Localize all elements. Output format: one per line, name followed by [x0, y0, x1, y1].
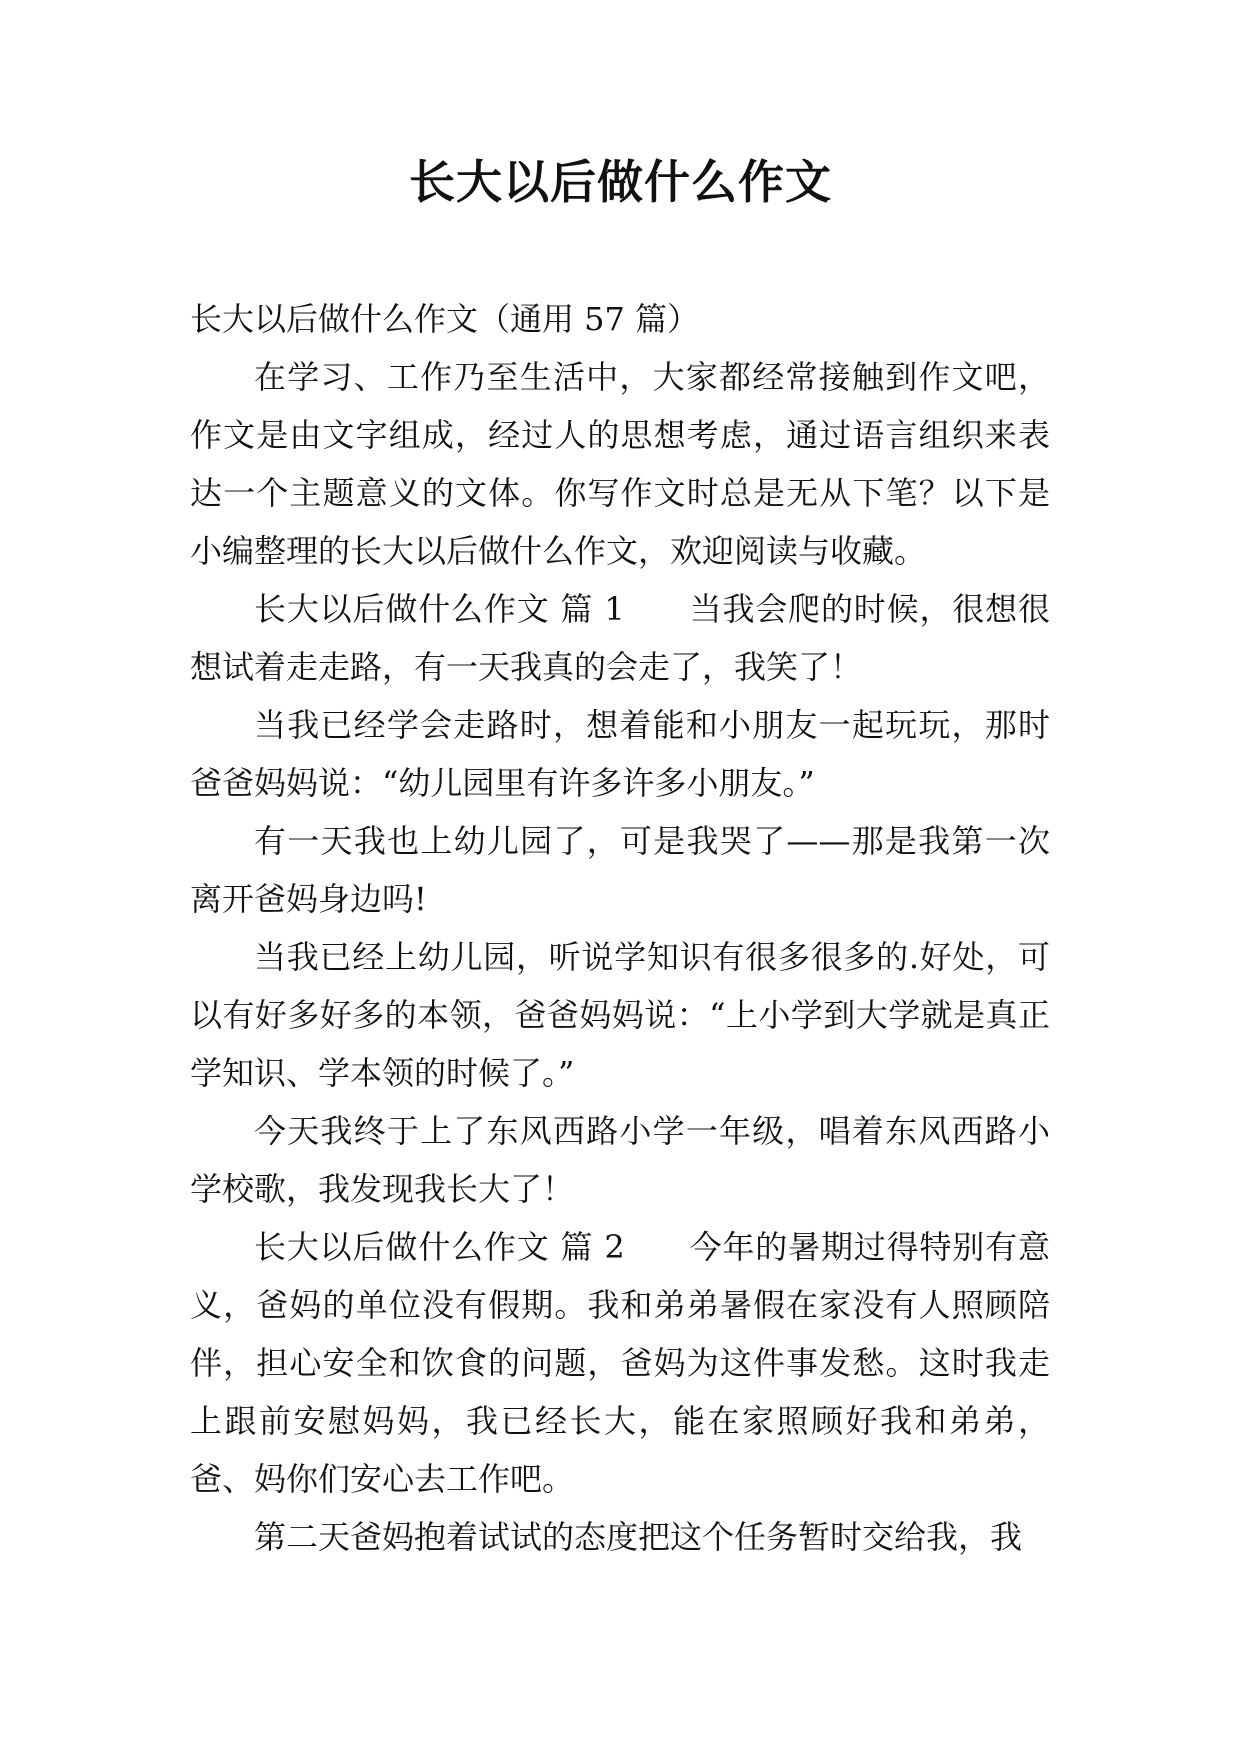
essay-1-heading: 长大以后做什么作文 篇 1	[254, 590, 625, 628]
essay-1-first-text: 当我会爬的时候，很想很想试着走走路，有一天我真的会走了，我笑了！	[190, 590, 1050, 686]
document-subtitle: 长大以后做什么作文（通用 57 篇）	[190, 300, 700, 338]
document-title: 长大以后做什么作文	[409, 155, 832, 209]
essay-2-heading: 长大以后做什么作文 篇 2	[254, 1228, 625, 1266]
intro-paragraph: 在学习、工作乃至生活中，大家都经常接触到作文吧，作文是由文字组成，经过人的思想考虑，通过语言组织来表达一个主题意义的文体。你写作文时总是无从下笔？以下是小编整理的长大以后做什么作文，欢迎阅读与收藏。	[190, 358, 1050, 570]
essay-2-first-paragraph	[190, 1218, 1050, 1508]
essay-2-first-text: 今年的暑期过得特别有意义，爸妈的单位没有假期。我和弟弟暑假在家没有人照顾陪伴，担心安全和饮食的问题，爸妈为这件事发愁。这时我走上跟前安慰妈妈，我已经长大，能在家照顾好我和弟弟，爸、妈你们安心去工作吧。	[190, 1228, 1050, 1498]
essay-1-paragraph: 今天我终于上了东风西路小学一年级，唱着东风西路小学校歌，我发现我长大了！	[190, 1112, 1050, 1208]
essay-1-paragraph: 当我已经学会走路时，想着能和小朋友一起玩玩，那时爸爸妈妈说：“幼儿园里有许多许多小朋友。”	[190, 706, 1050, 802]
essay-2-paragraph: 第二天爸妈抱着试试的态度把这个任务暂时交给我，我	[254, 1518, 1023, 1556]
essay-1-paragraph: 当我已经上幼儿园，听说学知识有很多很多的.好处，可以有好多好多的本领，爸爸妈妈说：“上小学到大学就是真正学知识、学本领的时候了。”	[190, 938, 1050, 1092]
essay-1-paragraph: 有一天我也上幼儿园了，可是我哭了——那是我第一次离开爸妈身边吗!	[190, 822, 1050, 918]
document-body	[190, 290, 1050, 1566]
essay-1-first-paragraph	[190, 580, 1050, 696]
